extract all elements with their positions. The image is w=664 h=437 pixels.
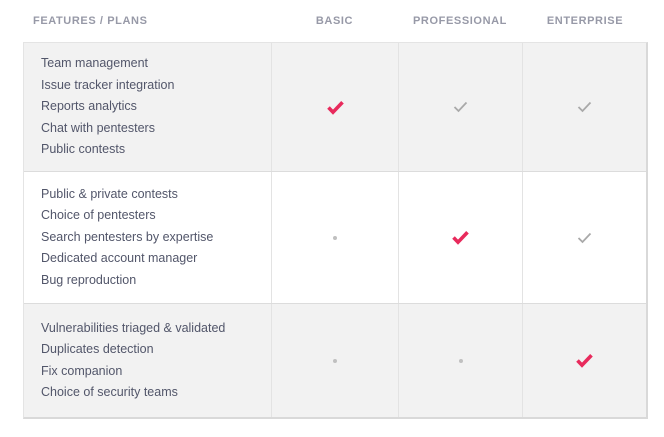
feature-item: Bug reproduction bbox=[41, 272, 137, 287]
check-icon bbox=[575, 353, 594, 368]
check-icon bbox=[577, 232, 592, 244]
cell-enterprise-group1 bbox=[522, 43, 646, 171]
plan-header-professional: PROFESSIONAL bbox=[413, 15, 507, 27]
dot-icon bbox=[459, 359, 463, 363]
cell-enterprise-group3 bbox=[522, 304, 646, 417]
feature-item: Vulnerabilities triaged & validated bbox=[41, 320, 226, 335]
dot-icon bbox=[333, 359, 337, 363]
feature-group-professional bbox=[24, 171, 646, 303]
feature-list bbox=[24, 172, 271, 303]
feature-item: Choice of pentesters bbox=[41, 208, 156, 223]
features-plans-header: FEATURES / PLANS bbox=[33, 15, 148, 27]
feature-list bbox=[24, 304, 271, 417]
cell-professional-group1 bbox=[398, 43, 522, 171]
feature-item: Search pentesters by expertise bbox=[41, 229, 214, 244]
feature-item: Team management bbox=[41, 56, 149, 71]
feature-item: Fix companion bbox=[41, 363, 123, 378]
feature-item: Chat with pentesters bbox=[41, 120, 155, 135]
feature-item: Duplicates detection bbox=[41, 342, 154, 356]
feature-item: Dedicated account manager bbox=[41, 251, 198, 266]
pricing-feature-comparison bbox=[23, 0, 648, 419]
feature-item: Public & private contests bbox=[41, 186, 178, 201]
feature-group-enterprise bbox=[24, 303, 646, 417]
check-icon bbox=[326, 100, 345, 115]
check-icon bbox=[453, 101, 468, 113]
dot-icon bbox=[333, 236, 337, 240]
feature-list bbox=[24, 43, 271, 171]
feature-item: Reports analytics bbox=[41, 99, 137, 114]
plan-header-enterprise: ENTERPRISE bbox=[546, 15, 624, 27]
cell-basic-group2 bbox=[271, 172, 398, 303]
comparison-table bbox=[23, 42, 648, 419]
cell-enterprise-group2 bbox=[522, 172, 646, 303]
check-icon bbox=[577, 101, 592, 113]
feature-item: Choice of security teams bbox=[41, 385, 178, 399]
feature-group-basic bbox=[24, 43, 646, 171]
plan-header-basic: BASIC bbox=[315, 15, 354, 27]
cell-basic-group3 bbox=[271, 304, 398, 417]
feature-item: Public contests bbox=[41, 142, 126, 157]
feature-item: Issue tracker integration bbox=[41, 77, 175, 92]
cell-professional-group3 bbox=[398, 304, 522, 417]
check-icon bbox=[451, 230, 470, 245]
cell-professional-group2 bbox=[398, 172, 522, 303]
cell-basic-group1 bbox=[271, 43, 398, 171]
plans-header-row bbox=[23, 0, 648, 42]
